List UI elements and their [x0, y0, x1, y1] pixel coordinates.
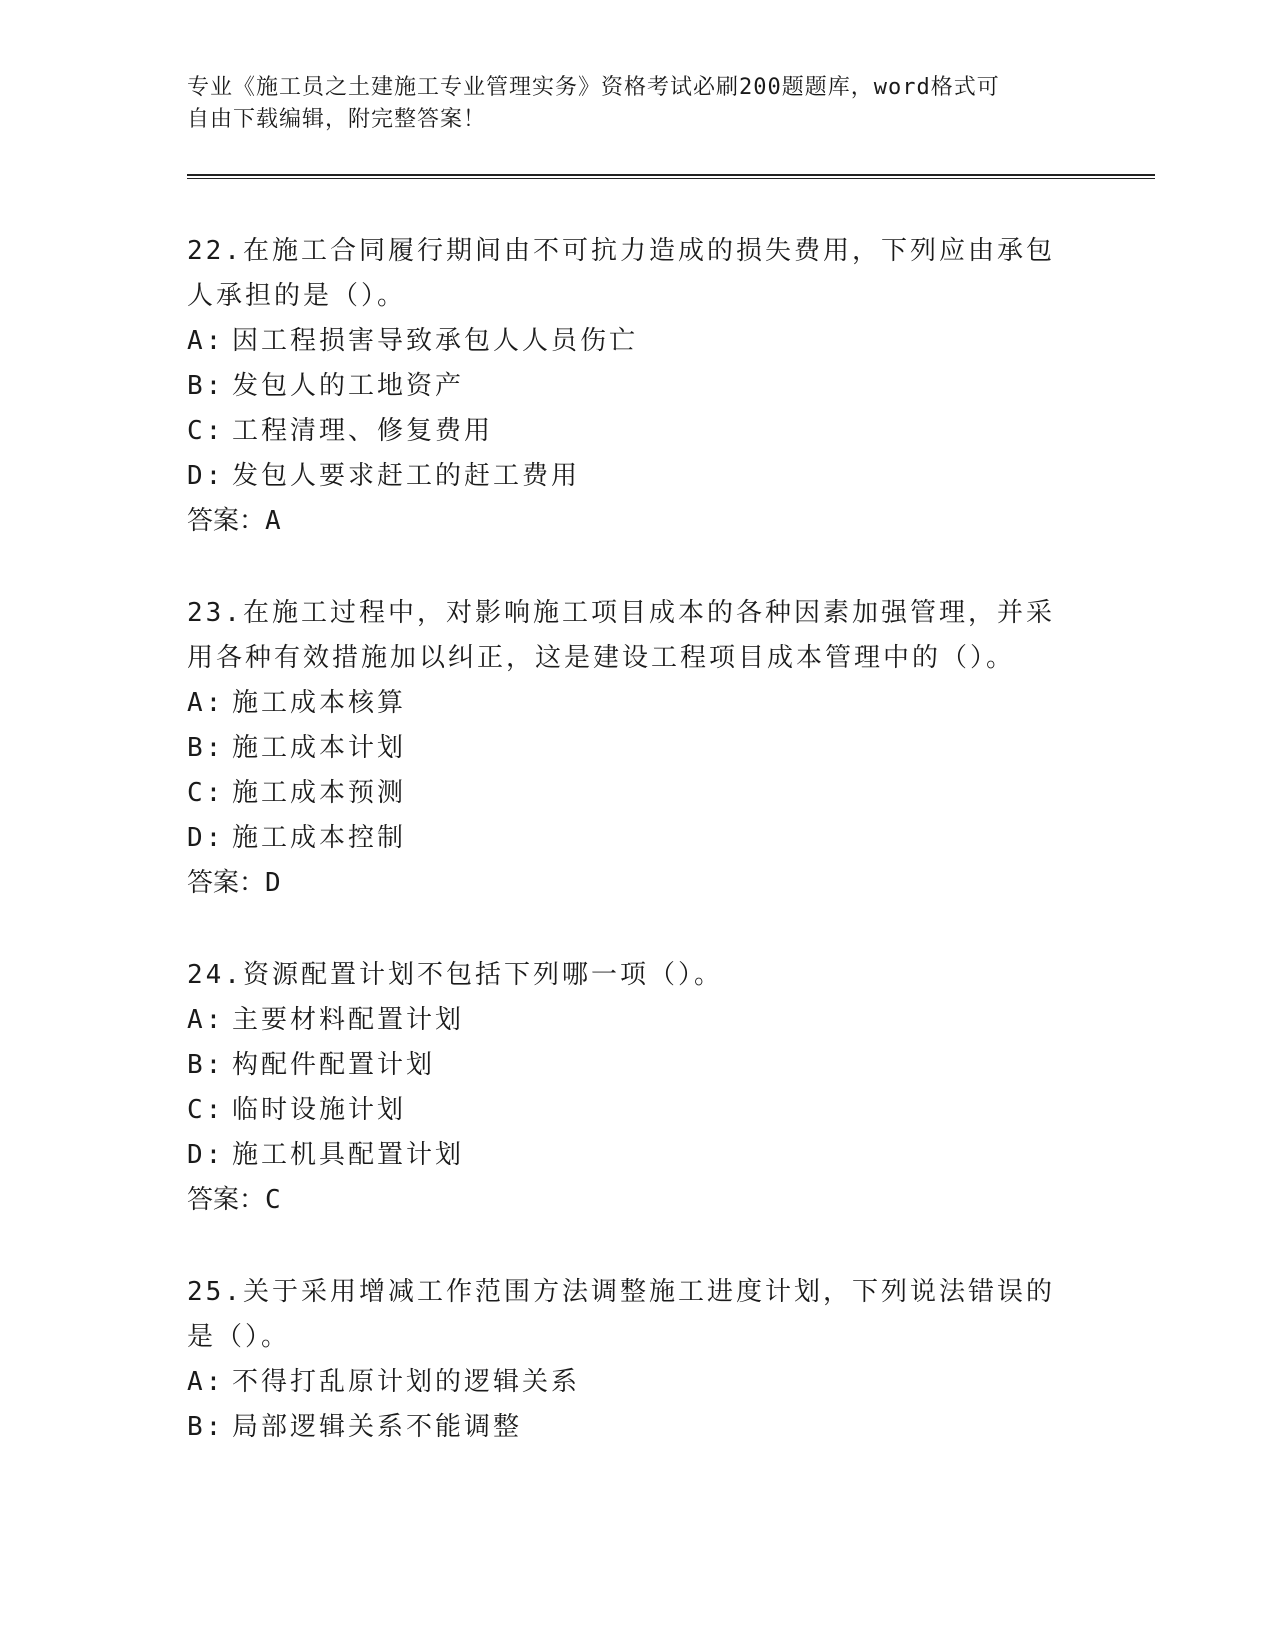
document-page — [187, 72, 1147, 1497]
option-b — [187, 364, 1147, 409]
option-c — [187, 409, 1147, 454]
option-d — [187, 1133, 1147, 1178]
option-b — [187, 726, 1147, 771]
option-letter: D: — [187, 461, 225, 491]
option-text: 施工成本控制 — [232, 823, 407, 853]
question-item — [187, 229, 1147, 544]
option-b — [187, 1043, 1147, 1088]
option-text: 构配件配置计划 — [232, 1050, 436, 1080]
option-text: 因工程损害导致承包人人员伤亡 — [232, 326, 639, 356]
answer-label: 答案： — [187, 868, 266, 898]
option-d — [187, 816, 1147, 861]
option-text: 局部逻辑关系不能调整 — [232, 1412, 523, 1442]
option-letter: B: — [187, 733, 225, 763]
option-letter: D: — [187, 1140, 225, 1170]
answer-value: D — [265, 868, 281, 898]
option-c — [187, 771, 1147, 816]
option-letter: A: — [187, 1367, 225, 1397]
option-letter: C: — [187, 1095, 225, 1125]
question-stem: 23.在施工过程中，对影响施工项目成本的各种因素加强管理，并采用各种有效措施加以纠正，这是建设工程项目成本管理中的（）。 — [187, 598, 1055, 673]
header-title — [187, 72, 1067, 136]
option-text: 不得打乱原计划的逻辑关系 — [232, 1367, 581, 1397]
option-letter: B: — [187, 1412, 225, 1442]
option-c — [187, 1088, 1147, 1133]
document-header — [187, 72, 1147, 179]
option-a — [187, 1360, 1147, 1405]
option-text: 施工成本预测 — [232, 778, 407, 808]
option-text: 发包人的工地资产 — [232, 371, 465, 401]
option-d — [187, 454, 1147, 499]
option-letter: A: — [187, 688, 225, 718]
option-letter: A: — [187, 326, 225, 356]
option-text: 工程清理、修复费用 — [232, 416, 494, 446]
answer-line — [187, 861, 1147, 906]
question-stem: 22.在施工合同履行期间由不可抗力造成的损失费用，下列应由承包人承担的是（）。 — [187, 236, 1055, 311]
option-text: 临时设施计划 — [232, 1095, 407, 1125]
option-a — [187, 998, 1147, 1043]
option-a — [187, 681, 1147, 726]
option-text: 施工机具配置计划 — [232, 1140, 465, 1170]
option-b — [187, 1405, 1147, 1450]
answer-value: C — [265, 1185, 281, 1215]
option-text: 施工成本计划 — [232, 733, 407, 763]
question-list — [187, 229, 1147, 1450]
question-stem: 24.资源配置计划不包括下列哪一项（）。 — [187, 960, 723, 990]
answer-line — [187, 1178, 1147, 1223]
option-text: 主要材料配置计划 — [232, 1005, 465, 1035]
header-line-2: 自由下载编辑，附完整答案！ — [187, 107, 487, 132]
option-text: 施工成本核算 — [232, 688, 407, 718]
question-item — [187, 1270, 1147, 1450]
answer-label: 答案： — [187, 506, 266, 536]
option-letter: B: — [187, 371, 225, 401]
option-letter: C: — [187, 416, 225, 446]
question-stem: 25.关于采用增减工作范围方法调整施工进度计划，下列说法错误的是（）。 — [187, 1277, 1055, 1352]
option-letter: B: — [187, 1050, 225, 1080]
header-line-1: 专业《施工员之土建施工专业管理实务》资格考试必刷200题题库，word格式可 — [187, 75, 1000, 100]
answer-value: A — [265, 506, 281, 536]
option-a — [187, 319, 1147, 364]
question-item — [187, 591, 1147, 906]
question-item — [187, 953, 1147, 1223]
option-letter: A: — [187, 1005, 225, 1035]
option-letter: D: — [187, 823, 225, 853]
header-divider — [187, 174, 1155, 179]
answer-label: 答案： — [187, 1185, 266, 1215]
answer-line — [187, 499, 1147, 544]
option-text: 发包人要求赶工的赶工费用 — [232, 461, 581, 491]
option-letter: C: — [187, 778, 225, 808]
